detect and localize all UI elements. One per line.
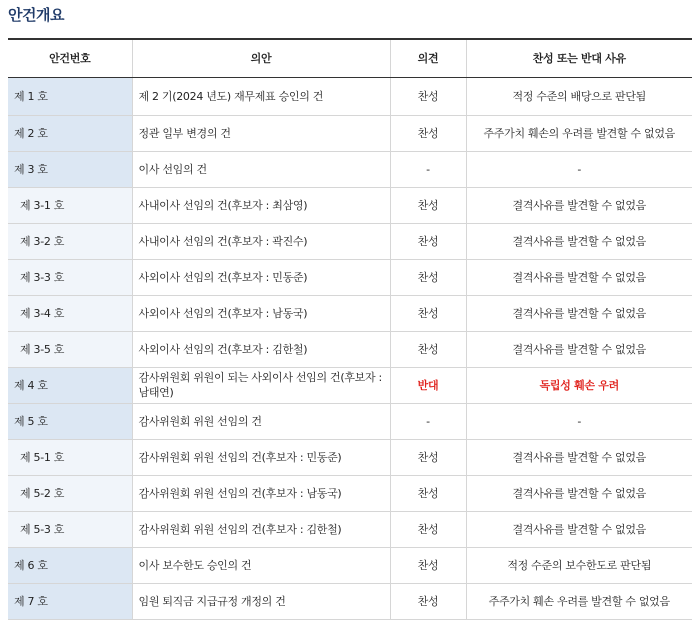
- table-row: [8, 367, 692, 403]
- agenda-item: 이사 선임의 건: [132, 151, 390, 187]
- agenda-opinion: 찬성: [390, 511, 466, 547]
- agenda-reason: 적정 수준의 보수한도로 판단됨: [466, 547, 692, 583]
- agenda-opinion: -: [390, 403, 466, 439]
- agenda-item: 사내이사 선임의 건(후보자 : 최삼영): [132, 187, 390, 223]
- agenda-opinion: 찬성: [390, 439, 466, 475]
- table-row: [8, 331, 692, 367]
- agenda-number: 제 5-1 호: [8, 439, 132, 475]
- agenda-item: 감사위원회 위원 선임의 건(후보자 : 김한철): [132, 511, 390, 547]
- agenda-reason: 결격사유를 발견할 수 없었음: [466, 223, 692, 259]
- agenda-reason: 적정 수준의 배당으로 판단됨: [466, 77, 692, 115]
- agenda-number: 제 3-4 호: [8, 295, 132, 331]
- agenda-number: 제 5 호: [8, 403, 132, 439]
- agenda-item: 감사위원회 위원 선임의 건(후보자 : 남동국): [132, 475, 390, 511]
- header-item: 의안: [132, 39, 390, 77]
- table-row: [8, 115, 692, 151]
- section-title: 안건개요: [8, 6, 64, 24]
- agenda-item: 임원 퇴직금 지급규정 개정의 건: [132, 583, 390, 619]
- agenda-number: 제 3-1 호: [8, 187, 132, 223]
- agenda-reason: 주주가치 훼손 우려를 발견할 수 없었음: [466, 583, 692, 619]
- agenda-item: 정관 일부 변경의 건: [132, 115, 390, 151]
- agenda-reason: -: [466, 403, 692, 439]
- table-header-row: [8, 39, 692, 77]
- agenda-number: 제 3-5 호: [8, 331, 132, 367]
- agenda-opinion: 찬성: [390, 583, 466, 619]
- agenda-opinion: 찬성: [390, 223, 466, 259]
- agenda-reason: -: [466, 151, 692, 187]
- agenda-reason: 결격사유를 발견할 수 없었음: [466, 511, 692, 547]
- table-row: [8, 223, 692, 259]
- agenda-number: 제 3 호: [8, 151, 132, 187]
- table-row: [8, 187, 692, 223]
- agenda-opinion: 찬성: [390, 475, 466, 511]
- agenda-reason: 결격사유를 발견할 수 없었음: [466, 475, 692, 511]
- agenda-opinion: 찬성: [390, 259, 466, 295]
- agenda-opinion: 찬성: [390, 77, 466, 115]
- agenda-reason: 결격사유를 발견할 수 없었음: [466, 187, 692, 223]
- table-row: [8, 151, 692, 187]
- agenda-opinion: 반대: [390, 367, 466, 403]
- agenda-number: 제 6 호: [8, 547, 132, 583]
- agenda-item: 사외이사 선임의 건(후보자 : 김한철): [132, 331, 390, 367]
- agenda-reason: 결격사유를 발견할 수 없었음: [466, 259, 692, 295]
- agenda-item: 감사위원회 위원이 되는 사외이사 선임의 건(후보자 : 남태연): [132, 367, 390, 403]
- header-number: 안건번호: [8, 39, 132, 77]
- agenda-reason: 주주가치 훼손의 우려를 발견할 수 없었음: [466, 115, 692, 151]
- table-row: [8, 547, 692, 583]
- agenda-reason: 결격사유를 발견할 수 없었음: [466, 439, 692, 475]
- agenda-reason: 독립성 훼손 우려: [466, 367, 692, 403]
- table-row: [8, 259, 692, 295]
- agenda-opinion: -: [390, 151, 466, 187]
- table-row: [8, 583, 692, 619]
- table-row: [8, 77, 692, 115]
- agenda-item: 사내이사 선임의 건(후보자 : 곽진수): [132, 223, 390, 259]
- agenda-item: 이사 보수한도 승인의 건: [132, 547, 390, 583]
- agenda-item: 감사위원회 위원 선임의 건: [132, 403, 390, 439]
- table-row: [8, 295, 692, 331]
- table-row: [8, 403, 692, 439]
- agenda-item: 사외이사 선임의 건(후보자 : 남동국): [132, 295, 390, 331]
- agenda-item: 제 2 기(2024 년도) 재무제표 승인의 건: [132, 77, 390, 115]
- agenda-number: 제 3-3 호: [8, 259, 132, 295]
- agenda-reason: 결격사유를 발견할 수 없었음: [466, 331, 692, 367]
- agenda-item: 감사위원회 위원 선임의 건(후보자 : 민동준): [132, 439, 390, 475]
- header-reason: 찬성 또는 반대 사유: [466, 39, 692, 77]
- agenda-item: 사외이사 선임의 건(후보자 : 민동준): [132, 259, 390, 295]
- header-opinion: 의견: [390, 39, 466, 77]
- agenda-table-body: [8, 77, 692, 619]
- agenda-number: 제 5-2 호: [8, 475, 132, 511]
- agenda-opinion: 찬성: [390, 331, 466, 367]
- agenda-number: 제 5-3 호: [8, 511, 132, 547]
- agenda-number: 제 7 호: [8, 583, 132, 619]
- agenda-opinion: 찬성: [390, 115, 466, 151]
- agenda-opinion: 찬성: [390, 187, 466, 223]
- table-row: [8, 475, 692, 511]
- agenda-opinion: 찬성: [390, 547, 466, 583]
- agenda-table: [8, 38, 692, 620]
- table-row: [8, 511, 692, 547]
- agenda-opinion: 찬성: [390, 295, 466, 331]
- agenda-number: 제 3-2 호: [8, 223, 132, 259]
- agenda-number: 제 2 호: [8, 115, 132, 151]
- table-row: [8, 439, 692, 475]
- agenda-number: 제 1 호: [8, 77, 132, 115]
- agenda-reason: 결격사유를 발견할 수 없었음: [466, 295, 692, 331]
- agenda-number: 제 4 호: [8, 367, 132, 403]
